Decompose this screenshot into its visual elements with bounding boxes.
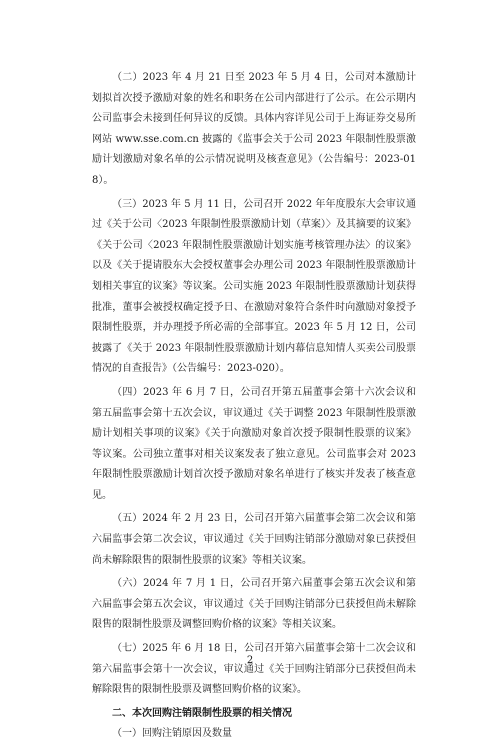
document-body xyxy=(92,68,416,745)
page-number: 2 xyxy=(246,655,254,666)
paragraph-6: （六）2024 年 7 月 1 日，公司召开第六届董事会第五次会议和第六届监事会第五次会议，审议通过《关于回购注销部分已获授但尚未解除限售的限制性股票及调整回购价格的议案》等相关议案。 xyxy=(92,578,416,631)
paragraph-4: （四）2023 年 6 月 7 日，公司召开第五届董事会第十六次会议和第五届监事会第十五次会议，审议通过《关于调整 2023 年限制性股票激励计划相关事项的议案》《关于向激励对象首次授予限制性股票的议案》等议案。公司独立董事对相关议案发表了独立意见。公司监事会对 2023 年限制性股票激励计划首次授予激励对象名单进行了核实并发表了核查意见。 xyxy=(92,386,416,501)
paragraph-7: （七）2025 年 6 月 18 日，公司召开第六届董事会第十二次会议和第六届监事会第十一次会议，审议通过《关于回购注销部分已获授但尚未解除限售的限制性股票及调整回购价格的议案》。 xyxy=(92,643,416,696)
section-heading: 二、本次回购注销限制性股票的相关情况 xyxy=(112,707,292,719)
subsection-heading: （一）回购注销原因及数量 xyxy=(112,728,232,740)
paragraph-3: （三）2023 年 5 月 11 日，公司召开 2022 年年度股东大会审议通过《关于公司〈2023 年限制性股票激励计划（草案）〉及其摘要的议案》《关于公司〈2023 年限制性股票激励计划实施考核管理办法〉的议案》以及《关于提请股东大会授权董事会办理公司 2023 年限制性股票激励计划相关事宜的议案》等议案。公司实施 2023 年限制性股票激励计划获得批准，董事会被授权确定授予日、在激励对象符合条件时向激励对象授予限制性股票，并办理授予所必需的全部事宜。2023 年 5 月 12 日，公司披露了《关于 2023 年限制性股票激励计划内幕信息知情人买卖公司股票情况的自查报告》（公告编号：2023-020）。 xyxy=(92,198,416,375)
paragraph-5: （五）2024 年 2 月 23 日，公司召开第六届董事会第二次会议和第六届监事会第二次会议，审议通过《关于回购注销部分激励对象已获授但尚未解除限售的限制性股票的议案》等相关议案。 xyxy=(92,513,416,566)
paragraph-2: （二）2023 年 4 月 21 日至 2023 年 5 月 4 日，公司对本激励计划拟首次授予激励对象的姓名和职务在公司内部进行了公示。在公示期内公司监事会未接到任何异议的反馈。具体内容详见公司于上海证券交易所网站 www.sse.com.cn 披露的《监事会关于公司 2023 年限制性股票激励计划激励对象名单的公示情况说明及核查意见》（公告编号：2023-018）。 xyxy=(92,72,416,186)
